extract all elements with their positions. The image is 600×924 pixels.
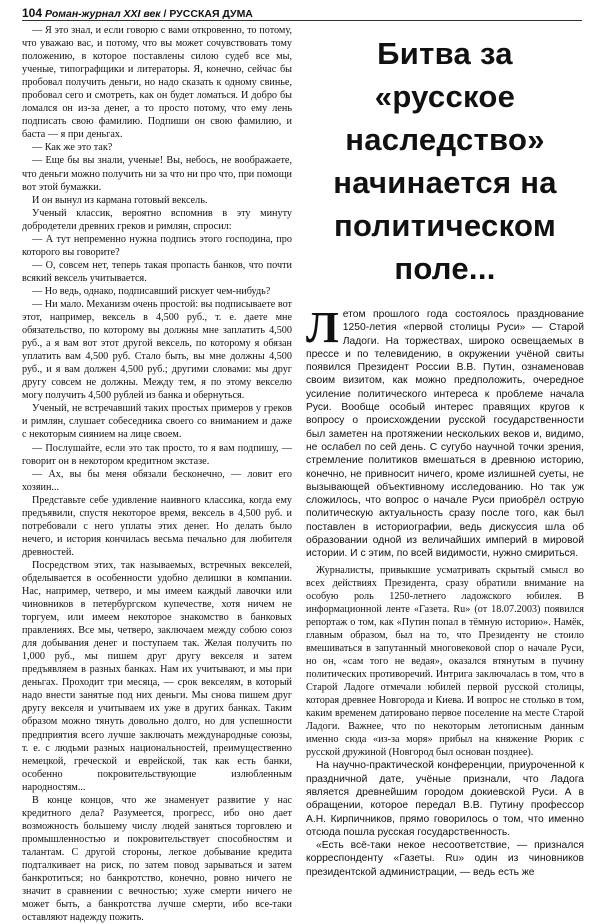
left-paragraph: — Ни мало. Механизм очень простой: вы подписываете вот этот, например, вексель в 4,500 руб., т. е. даете мне обязательство, по которому вы должны мне заплатить 4,500 руб., а я вам вот этот другой вексель, по которому я обязан уплатить вам 4,500 руб. Стало быть, вы мне должны 4,500 руб., и я вам должен 4,500 руб.; другими словами: мы друг другу совсем не должны. Между тем, я по этому векселю могу получить 4,500 рублей из банка и обернуться. bbox=[22, 298, 292, 402]
right-column bbox=[306, 24, 584, 878]
left-paragraph: Посредством этих, так называемых, встречных векселей, обделывается в особенности удобно делишки в компании. Нас, например, четверо, и мы имеем каждый лавочки или чиновников в петербургском купечестве, хотя ничем не торгуем, или имеем некоторое знакомство в банковых правлениях. Все мы, четверо, заключаем между собою союз для добывания денег и поступаем так. Желая получить по 1,000 руб., мы пишем друг другу векселя и затем предъявляем в разных банках. Нам их учитывают, и мы при деньгах. Проходит три месяца, — срок векселям, в который надо внести занятые под них деньги. Мы снова пишем друг другу векселя и учитываем их уже в других банках. Таким образом можно тянуть довольно долго, но для успешности предприятия всего лучше заключать международные союзы, т. е. с людьми разных национальностей, преимущественно немецкой, греческой и еврейской, так как есть банки, особенно покровительствующие излюбленным народностям... bbox=[22, 559, 292, 793]
left-paragraph: — А тут непременно нужна подпись этого господина, про которого вы говорите? bbox=[22, 233, 292, 258]
section-name: РУССКАЯ ДУМА bbox=[169, 8, 253, 20]
left-paragraph: — Послушайте, если это так просто, то я вам подпишу, — говорит он в некотором кредитном экстазе. bbox=[22, 442, 292, 467]
left-paragraph: И он вынул из кармана готовый вексель. bbox=[32, 194, 208, 206]
left-paragraph: — О, совсем нет, теперь такая пропасть банков, что почти всякий вексель учитывается. bbox=[22, 259, 292, 284]
left-column bbox=[22, 24, 292, 924]
header-separator: / bbox=[160, 8, 170, 20]
left-paragraph: — Еще бы вы знали, ученые! Вы, небось, не воображаете, что деньги можно получить ни за что ни про что, при помощи вот этой бумажки. bbox=[22, 155, 292, 193]
page-header bbox=[22, 6, 582, 21]
body-paragraph: Журналисты, привыкшие усматривать скрытый смысл во всех действиях Президента, сразу обратили внимание на особую роль 1250-летнего ладожского юбилея. В информационной ленте «Газета. Ru» (от 18.07.2003) появился репортаж о том, как «Путин попал в тёмную историю». Намёк, главным образом, был на то, что Президенту не стоило вмешиваться в запутанный многовековой спор о начале Руси, но он, «сам того не ведая», оказался втянутым в пучину политических противоречий. Интрига заключалась в том, что в Старой Ладоге отмечали юбилей первой русской столицы, которая древнее Новгорода и Киева. И вопрос не столько в том, каким временем датировано первое поселение на месте Старой Ладоги. Важнее, что по некоторым летописным данным именно сюда «из-за моря» прибыл на княжение Рюрик с русской дружиной (Новгород был основан позднее). bbox=[306, 564, 584, 759]
article-title: Битва за «русское наследство» начинается на политическом поле... bbox=[333, 36, 557, 286]
lead-paragraph bbox=[306, 303, 584, 561]
left-paragraph: — Я это знал, и если говорю с вами откровенно, то потому, что уважаю вас, и потому, что вы может сочувствовать тому положению, в которое поставлены силою судеб все мы, ученые, типографщики и литераторы. Я, конечно, сейчас бы пробовал получить деньги, но надо сказать к одному свинье, пробовал сего и смотреть, как он будет ломаться. И добро бы ломался он из-за денег, а то просто потому, что ему лень подписать свою фамилию. Подпиши он свою фамилию, и баста — я при деньгах. bbox=[22, 25, 292, 141]
lead2-paragraph: «Есть всё-таки некое несоответствие, — признался корреспонденту «Газеты. Ru» один из чиновников президентской администрации, — ведь есть же bbox=[306, 840, 584, 878]
article-lead bbox=[306, 303, 584, 561]
article-lead-continued bbox=[306, 759, 584, 879]
left-paragraph: Ученый классик, вероятно вспомнив в эту минуту добродетели древних греков и римлян, спросил: bbox=[22, 207, 292, 232]
left-paragraph: Ученый, не встречавший таких простых примеров у греков и римлян, слушает собеседника своего со вниманием и даже с некоторым сиянием на лице своем. bbox=[22, 403, 292, 441]
left-paragraph: В конце концов, что же знаменует развитие у нас кредитного дела? Разумеется, прогресс, ибо оно дает возможность большему числу людей заняться торговлею и промышленностью и покровительствует способностям и талантам. С другой стороны, легкое добывание кредита подталкивает на риск, по затем повод зарываться и затем банкротиться; но банкротство, конечно, ровно ничего не значит в сравнении с вечностью; хуже смерти ничего не может быть, а банкротства лучше смерти, ибо все-таки оставляют надежду пожить. bbox=[22, 794, 292, 924]
left-paragraph: — Ах, вы бы меня обязали бесконечно, — ловит его хозяин... bbox=[22, 468, 292, 493]
article-body bbox=[306, 564, 584, 760]
left-paragraph: Представьте себе удивление наивного классика, когда ему предъявили, спустя некоторое время, вексель в 4,500 руб. и потребовали с него уплаты этих денег. Но делать было нечего, и история кончилась весьма печально для любителя древностей. bbox=[22, 494, 292, 558]
left-paragraph: — Как же это так? bbox=[32, 142, 113, 154]
page-number: 104 bbox=[22, 6, 43, 20]
lead2-paragraph: На научно-практической конференции, приуроченной к праздничной дате, учёные признали, что Ладога является древнейшим городом докиевской Руси. А в обращении, которое передал В.В. Путину профессор А.Н. Кирпичников, прямо говорилось о том, что именно отсюда пошла русская государственность. bbox=[306, 760, 584, 838]
left-paragraph: — Но ведь, однако, подписавший рискует чем-нибудь? bbox=[32, 285, 271, 297]
lead-text: етом прошлого года состоялось празднование 1250-летия «первой столицы Руси» — Старой Ладоги. На торжествах, широко освещаемых в прессе и по телевидению, в окружении учёной свиты появился Президент России В.В. Путин, ознаменовав своим визитом, как можно предположить, очередное усиление политического интереса к проблеме начала Руси. Вообще особый интерес правящих кругов к вопросу о происхождении русской государственности был заметен на протяжении нескольких веков и, видимо, не ослабел по сей день. С сугубо научной точки зрения, стремление политиков вмешаться в древнюю историю, конечно, не привносит ничего, кроме излишней суеты, не вызывающей объективному исследованию. Но так уж сложилось, что вопрос о начале Руси приобрёл острую политическую актуальность сразу после того, как был поставлен в историографии, ведь дискуссия шла об образовании одной из величайших империй в мировой истории. И с этим, по всей видимости, нужно смириться. bbox=[306, 309, 584, 560]
magazine-name: Роман-журнал XXI век bbox=[44, 8, 161, 20]
drop-cap: Л bbox=[306, 303, 339, 352]
